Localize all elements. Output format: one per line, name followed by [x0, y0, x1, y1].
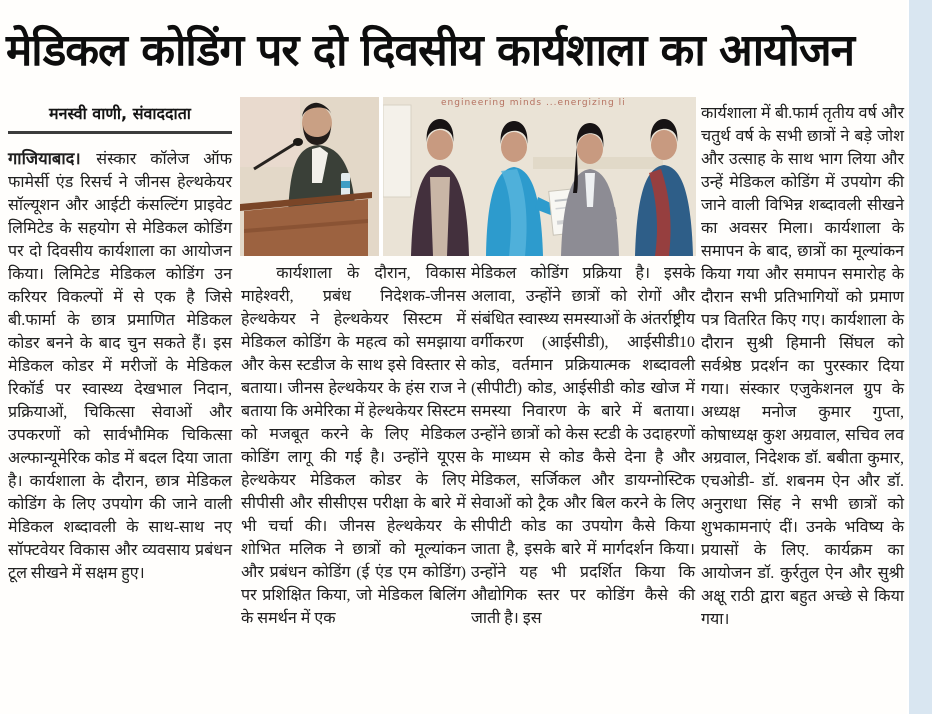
woman1-head	[427, 130, 453, 160]
article-column-1	[8, 147, 232, 585]
woman4-head	[651, 130, 677, 160]
scan-edge-strip	[907, 0, 932, 714]
article-column-2	[241, 262, 466, 630]
woman2-head	[501, 132, 527, 162]
article-column-3	[471, 262, 695, 630]
woman1-kurta	[430, 177, 450, 256]
byline-rule	[8, 102, 232, 134]
article-column-4	[701, 102, 904, 631]
column1-paragraph	[8, 147, 232, 585]
microphone-head	[293, 138, 303, 146]
photo-speaker-at-podium	[240, 97, 379, 256]
article-headline: मेडिकल कोडिंग पर दो दिवसीय कार्यशाला का आयोजन	[6, 25, 855, 76]
photo-banner-text: engineering minds ...energizing li	[441, 98, 626, 108]
speaker-illustration	[240, 97, 379, 256]
article-photo	[240, 97, 696, 256]
column2-paragraph: कार्यशाला के दौरान, विकास माहेश्वरी, प्रबंध निदेशक-जीनस हेल्थकेयर ने हेल्थकेयर सिस्टम में मेडिकल कोडिंग के महत्व को समझाया और केस स्टडीज के साथ इसे विस्तार से बताया। जीनस हेल्थकेयर के हंस राज ने बताया कि अमेरिका में हेल्थकेयर सिस्टम को मजबूत करने के लिए मेडिकल कोडिंग लागू की गई है। उन्होंने यूएस हेल्थकेयर मेडिकल कोडर के लिए सीपीसी और सीसीएस परीक्षा के बारे में भी चर्चा की। जीनस हेल्थकेयर के शोभित मलिक ने छात्रों को मूल्यांकन और प्रबंधन कोडिंग (ई एंड एम कोडिंग) पर प्रशिक्षित किया, जो मेडिकल बिलिंग के समर्थन में एक	[241, 265, 466, 627]
byline: मनस्वी वाणी, संवाददाता	[49, 104, 191, 123]
photo-certificate-presentation	[383, 97, 696, 256]
certificate-ceremony-illustration	[383, 97, 696, 256]
column3-paragraph: मेडिकल कोडिंग प्रक्रिया है। इसके अलावा, उन्होंने छात्रों को रोगों और संबंधित स्वास्थ्य समस्याओं के अंतर्राष्ट्रीय वर्गीकरण (आईसीडी), आईसीडी10 कोड, वर्तमान प्रक्रियात्मक शब्दावली (सीपीटी) कोड, आईसीडी कोड खोज में समस्या निवारण के बारे में बताया। उन्होंने छात्रों को केस स्टडी के उदाहरणों के माध्यम से कोड कैसे देना है और मेडिकल, सर्जिकल और डायग्नोस्टिक सेवाओं को ट्रैक और बिल करने के लिए सीपीटी कोड का उपयोग कैसे किया जाता है, इसके बारे में मार्गदर्शन किया। उन्होंने यह भी प्रदर्शित किया कि औद्योगिक स्तर पर कोडिंग कैसे की जाती है। इस	[471, 265, 695, 627]
dateline: गाजियाबाद।	[8, 149, 97, 168]
student-head	[577, 134, 603, 164]
column4-paragraph: कार्यशाला में बी.फार्म तृतीय वर्ष और चतुर्थ वर्ष के सभी छात्रों ने बड़े जोश और उत्साह के साथ भाग लिया और उन्हें मेडिकल कोडिंग में उपयोग की जाने वाली विभिन्न शब्दावली सीखने का अवसर मिला। कार्यशाला के समापन के बाद, छात्रों का मूल्यांकन किया गया और समापन समारोह के दौरान सभी प्रतिभागियों को प्रमाण पत्र वितरित किए गए। कार्यशाला के दौरान सुश्री हिमानी सिंघल को सर्वश्रेष्ठ प्रदर्शन का पुरस्कार दिया गया। संस्कार एजुकेशनल ग्रुप के अध्यक्ष मनोज कुमार गुप्ता, कोषाध्यक्ष कुश अग्रवाल, सचिव लव अग्रवाल, निदेशक डॉ. बबीता कुमार, एचओडी- डॉ. शबनम ऐन और डॉ. अनुराधा सिंह ने सभी छात्रों को शुभकामनाएं दीं। उनके भविष्य के प्रयासों के लिए. कार्यक्रम का आयोजन डॉ. कुर्रतुल ऐन और सुश्री अक्षू राठी द्वारा बहुत अच्छे से किया गया।	[701, 105, 904, 628]
column1-text: संस्कार कॉलेज ऑफ फामेर्सी एंड रिसर्च ने जीनस हेल्थकेयर सॉल्यूशन और आईटी कंसल्टिंग प्राइवेट लिमिटेड के सहयोग से मेडिकल कोडिंग पर दो दिवसीय कार्यशाला का आयोजन किया। लिमिटेड मेडिकल कोडिंग उन करियर विकल्पों में से एक है जिसे बी.फार्मा के छात्र प्रमाणित मेडिकल कोडर बनने के बाद चुन सकते हैं। इस मेडिकल कोडर में मरीजों के मेडिकल रिकॉर्ड पर स्वास्थ्य देखभाल निदान, प्रक्रियाओं, चिकित्सा सेवाओं और उपकरणों को सार्वभौमिक चिकित्सा अल्फान्यूमेरिक कोड में बदल दिया जाता है। कार्यशाला के दौरान, छात्र मेडिकल कोडिंग के लिए उपयोग की जाने वाली मेडिकल शब्दावली के साथ-साथ नए सॉफ्टवेयर विकास और व्यवसाय प्रबंधन टूल सीखने में सक्षम हुए।	[8, 151, 232, 582]
